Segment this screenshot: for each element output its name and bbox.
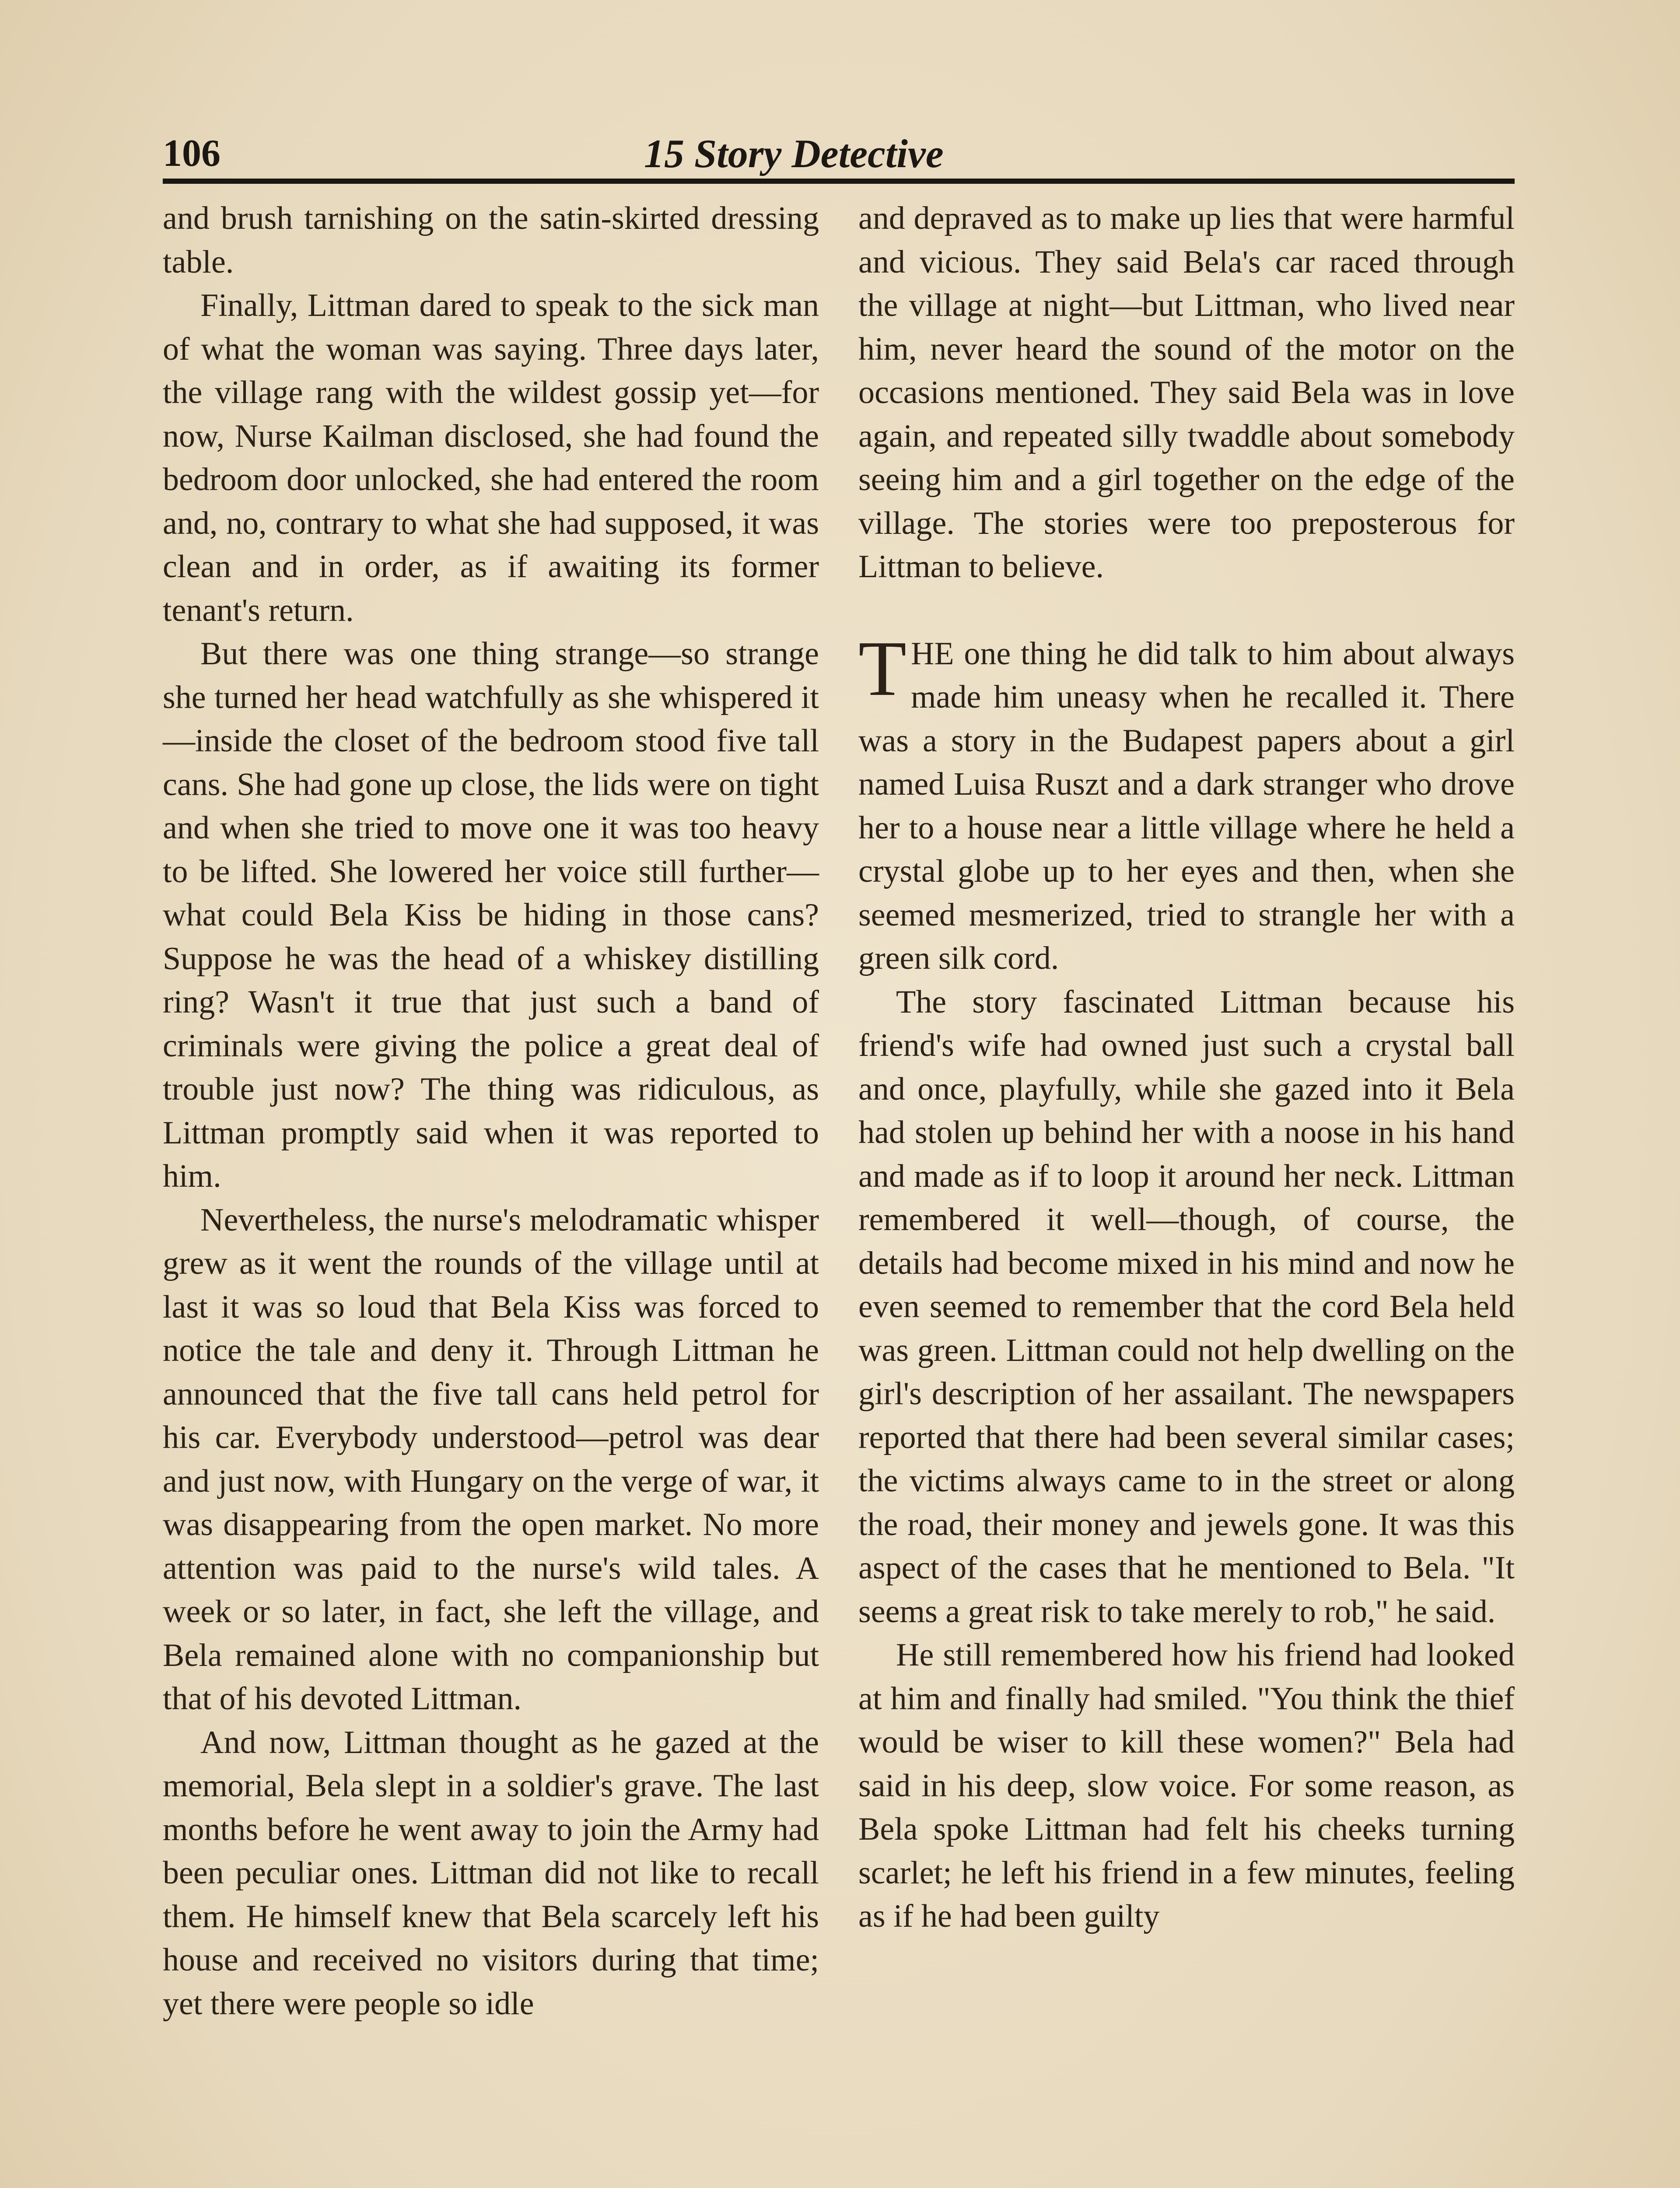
paragraph: Finally, Littman dared to speak to the sick man of what the woman was saying. Three days later, the village rang with the wildest gossip yet—for now, Nurse Kailman disclosed, she had found the bedroom door unlocked, she had entered the room and, no, contrary to what she had supposed, it was clean and in order, as if awaiting its former tenant's return. xyxy=(163,288,819,628)
drop-cap: T xyxy=(858,624,906,712)
paragraph: But there was one thing strange—so strange she turned her head watchfully as she whispered it—inside the closet of the bedroom stood five tall cans. She had gone up close, the lids were on tight and when she tried to move one it was too heavy to be lifted. She lowered her voice still further—what could Bela Kiss be hiding in those cans? Suppose he was the head of a whiskey distilling ring? Wasn't it true that just such a band of criminals were giving the police a great deal of trouble just now? The thing was ridiculous, as Littman promptly said when it was reported to him. xyxy=(163,636,819,1194)
header-rule xyxy=(163,179,1515,184)
running-title: 15 Story Detective xyxy=(644,131,944,176)
left-column xyxy=(163,197,819,2026)
paragraph: And now, Littman thought as he gazed at the memorial, Bela slept in a soldier's grave. The last months before he went away to join the Army had been peculiar ones. Littman did not like to recall them. He himself knew that Bela scarcely left his house and received no visitors during that time; yet there were people so idle xyxy=(163,1724,819,2022)
paragraph: and depraved as to make up lies that were harmful and vicious. They said Bela's car raced through the village at night—but Littman, who lived near him, never heard the sound of the motor on the occasions mentioned. They said Bela was in love again, and repeated silly twaddle about somebody seeing him and a girl together on the edge of the village. The stories were too preposterous for Littman to believe. xyxy=(858,200,1515,585)
section-opening-paragraph xyxy=(858,624,1515,981)
paragraph: Nevertheless, the nurse's melodramatic whisper grew as it went the rounds of the village until at last it was so loud that Bela Kiss was forced to notice the tale and deny it. Through Littman he announced that the five tall cans held petrol for his car. Everybody understood—petrol was dear and just now, with Hungary on the verge of war, it was disappearing from the open market. No more attention was paid to the nurse's wild tales. A week or so later, in fact, she left the village, and Bela remained alone with no companionship but that of his devoted Littman. xyxy=(163,1202,819,1717)
page-number: 106 xyxy=(163,132,220,175)
paragraph: and brush tarnishing on the satin-skirted dressing table. xyxy=(163,200,819,280)
paragraph: The story fascinated Littman because his friend's wife had owned just such a crystal ball and once, playfully, while she gazed into it Bela had stolen up behind her with a noose in his hand and made as if to loop it around her neck. Littman remembered it well—though, of course, the details had become mixed in his mind and now he even seemed to remember that the cord Bela held was green. Littman could not help dwelling on the girl's description of her assailant. The newspapers reported that there had been several similar cases; the victims always came to in the street or along the road, their money and jewels gone. It was this aspect of the cases that he mentioned to Bela. "It seems a great risk to take merely to rob," he said. xyxy=(858,984,1515,1630)
right-column xyxy=(858,197,1515,1939)
paragraph: He still remembered how his friend had looked at him and finally had smiled. "You think the thief would be wiser to kill these women?" Bela had said in his deep, slow voice. For some reason, as Bela spoke Littman had felt his cheeks turning scarlet; he left his friend in a few minutes, feeling as if he had been guilty xyxy=(858,1637,1515,1934)
section-opening-text: HE one thing he did talk to him about always made him uneasy when he recalled it. There was a story in the Budapest papers about a girl named Luisa Ruszt and a dark stranger who drove her to a house near a little village where he held a crystal globe up to her eyes and then, when she seemed mesmerized, tried to strangle her with a green silk cord. xyxy=(858,635,1515,976)
page-header xyxy=(163,130,1515,181)
